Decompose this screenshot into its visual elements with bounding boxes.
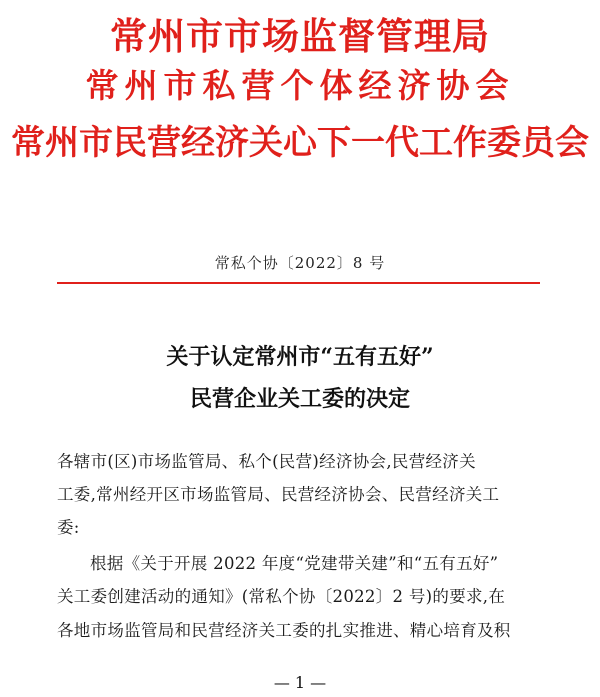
- addressee-line-3: 委:: [57, 518, 80, 537]
- issuer-name-next-generation-committee: 常州市民营经济关心下一代工作委员会: [11, 123, 589, 163]
- paragraph-line-3: 各地市场监管局和民营经济关工委的扎实推进、精心培育及积: [57, 621, 511, 640]
- paragraph-line-2: 关工委创建活动的通知》(常私个协〔2022〕2 号)的要求,在: [57, 587, 506, 606]
- document-number: 常私个协〔2022〕8 号: [214, 254, 386, 272]
- issuer-name-market-supervision: 常州市市场监督管理局: [110, 14, 490, 58]
- issuer-name-private-economy-association: 常州市私营个体经济协会: [85, 66, 515, 105]
- document-title-line-2: 民营企业关工委的决定: [189, 386, 410, 412]
- page-number: — 1 —: [273, 673, 327, 692]
- red-divider-line: [57, 282, 540, 284]
- document-title-line-1: 关于认定常州市“五有五好”: [166, 344, 434, 370]
- paragraph-line-1: 根据《关于开展 2022 年度“党建带关建”和“五有五好”: [90, 554, 499, 573]
- addressee-line-1: 各辖市(区)市场监管局、私个(民营)经济协会,民营经济关: [57, 452, 476, 471]
- addressee-line-2: 工委,常州经开区市场监管局、民营经济协会、民营经济关工: [57, 485, 500, 504]
